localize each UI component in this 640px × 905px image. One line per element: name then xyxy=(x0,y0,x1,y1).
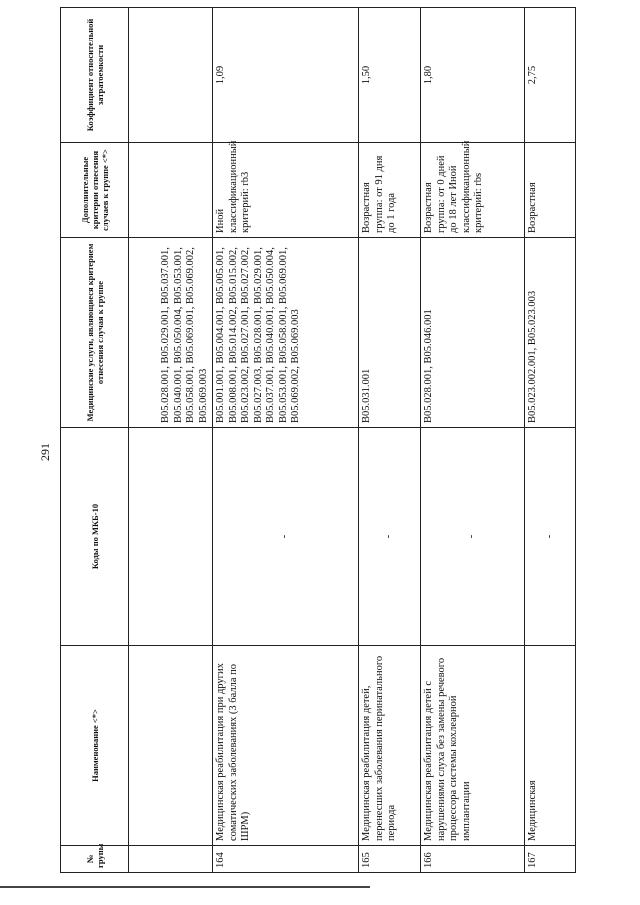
header-row xyxy=(61,8,129,873)
cell-extra-criteria: Возрастная группа: от 0 дней до 18 лет Иной классификационный критерий: rbs xyxy=(421,143,525,238)
cell-group-number: 166 xyxy=(421,846,525,873)
rotated-table-container xyxy=(60,8,575,873)
table-row xyxy=(359,8,421,873)
cell-name: Медицинская xyxy=(525,646,576,846)
page-number: 291 xyxy=(38,443,52,461)
cell-mkb-codes: - xyxy=(525,428,576,646)
cell-name xyxy=(129,646,213,846)
cell-coefficient: 2,75 xyxy=(525,8,576,143)
tariff-groups-table xyxy=(60,7,576,873)
cell-group-number: 167 xyxy=(525,846,576,873)
cell-mkb-codes xyxy=(129,428,213,646)
cell-coefficient xyxy=(129,8,213,143)
cell-coefficient: 1,09 xyxy=(213,8,359,143)
header-extra-criteria: Дополнительные критерии отнесения случаев к группе <*> xyxy=(61,143,129,238)
cell-mkb-codes: - xyxy=(213,428,359,646)
cell-extra-criteria xyxy=(129,143,213,238)
cell-services: B05.028.001, B05.029.001, B05.037.001, B05.040.001, B05.050.004, B05.053.001, B05.058.001, B05.069.001, B05.069.002, B05.069.003 xyxy=(129,238,213,428)
cell-services: B05.001.001, B05.004.001, B05.005.001, B05.008.001, B05.014.002, B05.015.002, B05.023.002, B05.027.001, B05.027.002, B05.027.003, B05.028.001, B05.029.001, B05.037.001, B05.040.001, B05.050.004, B05.053.001, B05.058.001, B05.069.001, B05.069.002, B05.069.003 xyxy=(213,238,359,428)
header-mkb-codes: Коды по МКБ-10 xyxy=(61,428,129,646)
cell-coefficient: 1,50 xyxy=(359,8,421,143)
table-row xyxy=(129,8,213,873)
cell-services: B05.028.001, B05.046.001 xyxy=(421,238,525,428)
cell-name: Медицинская реабилитация детей с нарушениями слуха без замены речевого процессора системы кохлеарной имплантации xyxy=(421,646,525,846)
table-row xyxy=(525,8,576,873)
table-row xyxy=(421,8,525,873)
cell-extra-criteria: Возрастная xyxy=(525,143,576,238)
cell-group-number: 164 xyxy=(213,846,359,873)
table-row xyxy=(213,8,359,873)
cell-mkb-codes: - xyxy=(421,428,525,646)
page-edge-line xyxy=(0,886,370,888)
cell-extra-criteria: Возрастная группа: от 91 дня до 1 года xyxy=(359,143,421,238)
cell-name: Медицинская реабилитация детей, перенесших заболевания перинатального периода xyxy=(359,646,421,846)
cell-mkb-codes: - xyxy=(359,428,421,646)
header-services: Медицинские услуги, являющиеся критерием отнесения случая к группе xyxy=(61,238,129,428)
header-coefficient: Коэффициент относительной затратоемкости xyxy=(61,8,129,143)
cell-extra-criteria: Иной классификационный критерий: rb3 xyxy=(213,143,359,238)
cell-services: B05.031.001 xyxy=(359,238,421,428)
header-group-number: № групы xyxy=(61,846,129,873)
header-name: Наименование <*> xyxy=(61,646,129,846)
cell-name: Медицинская реабилитация при других соматических заболеваниях (3 балла по ШРМ) xyxy=(213,646,359,846)
cell-services: B05.023.002.001, B05.023.003 xyxy=(525,238,576,428)
cell-group-number: 165 xyxy=(359,846,421,873)
cell-coefficient: 1,80 xyxy=(421,8,525,143)
cell-group-number xyxy=(129,846,213,873)
